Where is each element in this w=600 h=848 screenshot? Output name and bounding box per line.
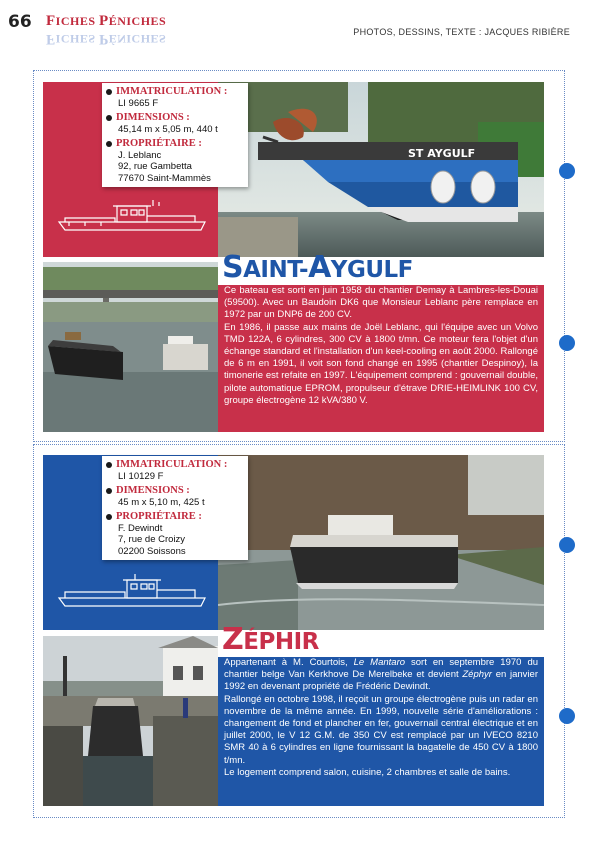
- boat-title-saint-aygulf: SAINT-AYGULF: [222, 250, 413, 285]
- credits: PHOTOS, DESSINS, TEXTE : JACQUES RIBIÈRE: [353, 27, 570, 37]
- dimensions-value: 45,14 m x 5,05 m, 440 t: [118, 123, 218, 135]
- paragraph: Rallongé en octobre 1998, il reçoit un groupe électrogène puis un radar en novembre de la même année. En 1999, nouvelle série d'améliorations : changement de fond et plancher en fer, gouvernail central électrique et en juillet 2000, le V 12 G.M. de 350 CV est remplacé par un IVECO 8210 SMR 40 à 6 cylindres en ligne fournissant la bagatelle de 450 CV à 1800 t/mn.: [224, 693, 538, 766]
- info-card-zephir: [102, 456, 248, 560]
- dimensions-label: DIMENSIONS :: [106, 485, 244, 497]
- section-title: FICHES PÉNICHES: [46, 13, 167, 29]
- photo-zephir-lock: [43, 636, 218, 806]
- owner-city: 02200 Soissons: [118, 545, 186, 557]
- dimensions-value: 45 m x 5,10 m, 425 t: [118, 496, 205, 508]
- boat-title-zephir: ZÉPHIR: [222, 622, 319, 657]
- photo-zephir-canal: [218, 455, 544, 630]
- owner-city: 77670 Saint-Mammès: [118, 172, 211, 184]
- section-title-reflection: FICHES PÉNICHES: [46, 31, 167, 47]
- page-number: 66: [8, 12, 32, 32]
- paragraph: Ce bateau est sorti en juin 1958 du chantier Demay à Lambres-les-Douai (59500). Avec un Baudoin DK6 que Monsieur Leblanc père remplace en 1972 par un DNP6 de 200 CV.: [224, 285, 538, 321]
- immatriculation-label: IMMATRICULATION :: [106, 459, 244, 471]
- bullet-dot: [559, 537, 575, 553]
- bullet-dot: [559, 335, 575, 351]
- photo-saint-aygulf-river: [43, 262, 218, 432]
- owner-label: PROPRIÉTAIRE :: [106, 511, 244, 523]
- bullet-dot: [559, 163, 575, 179]
- description-zephir: [218, 657, 544, 806]
- paragraph: Appartenant à M. Courtois, Le Mantaro sort en septembre 1970 du chantier belge Van Kerkhove De Merelbeke et devient Zéphyr en janvier 1992 en devenant propriété de Frédéric Dewindt.: [224, 657, 539, 693]
- description-saint-aygulf: [218, 285, 544, 432]
- paragraph: Le logement comprend salon, cuisine, 2 chambres et salle de bains.: [224, 766, 511, 778]
- svg-text:ST AYGULF: ST AYGULF: [408, 147, 476, 160]
- immatriculation-value: LI 10129 F: [118, 470, 164, 482]
- owner-street: 92, rue Gambetta: [118, 161, 192, 172]
- barge-drawing-icon: [55, 572, 210, 612]
- paragraph: En 1986, il passe aux mains de Joël Leblanc, qui l'équipe avec un Volvo TMD 122A, 6 cylindres, 300 CV à 1800 t/mn. Ce moteur fera l'objet d'un échange standard et l'installation d'un keel-cooling en août 2000. Rallongé de 6 m en 1991, il voit son fond changé en 1995 (chantier Despinoy), la timonerie est refaite en 1997. L'équipement comprend : gouvernail double, pilote automatique EPROM, propulseur d'étrave DRIE-HEIMLINK 100 CV, groupe électrogène 12 kVA/380 V.: [224, 321, 538, 406]
- owner-label: PROPRIÉTAIRE :: [106, 138, 244, 150]
- owner-name: J. Leblanc: [118, 149, 162, 161]
- immatriculation-label: IMMATRICULATION :: [106, 86, 244, 98]
- photo-saint-aygulf-hull: [218, 82, 544, 257]
- owner-name: F. Dewindt: [118, 522, 163, 534]
- owner-street: 7, rue de Croizy: [118, 534, 186, 545]
- bullet-dot: [559, 708, 575, 724]
- dimensions-label: DIMENSIONS :: [106, 112, 244, 124]
- barge-drawing-icon: [55, 196, 210, 236]
- info-card-saint-aygulf: [102, 83, 248, 187]
- immatriculation-value: LI 9665 F: [118, 97, 159, 109]
